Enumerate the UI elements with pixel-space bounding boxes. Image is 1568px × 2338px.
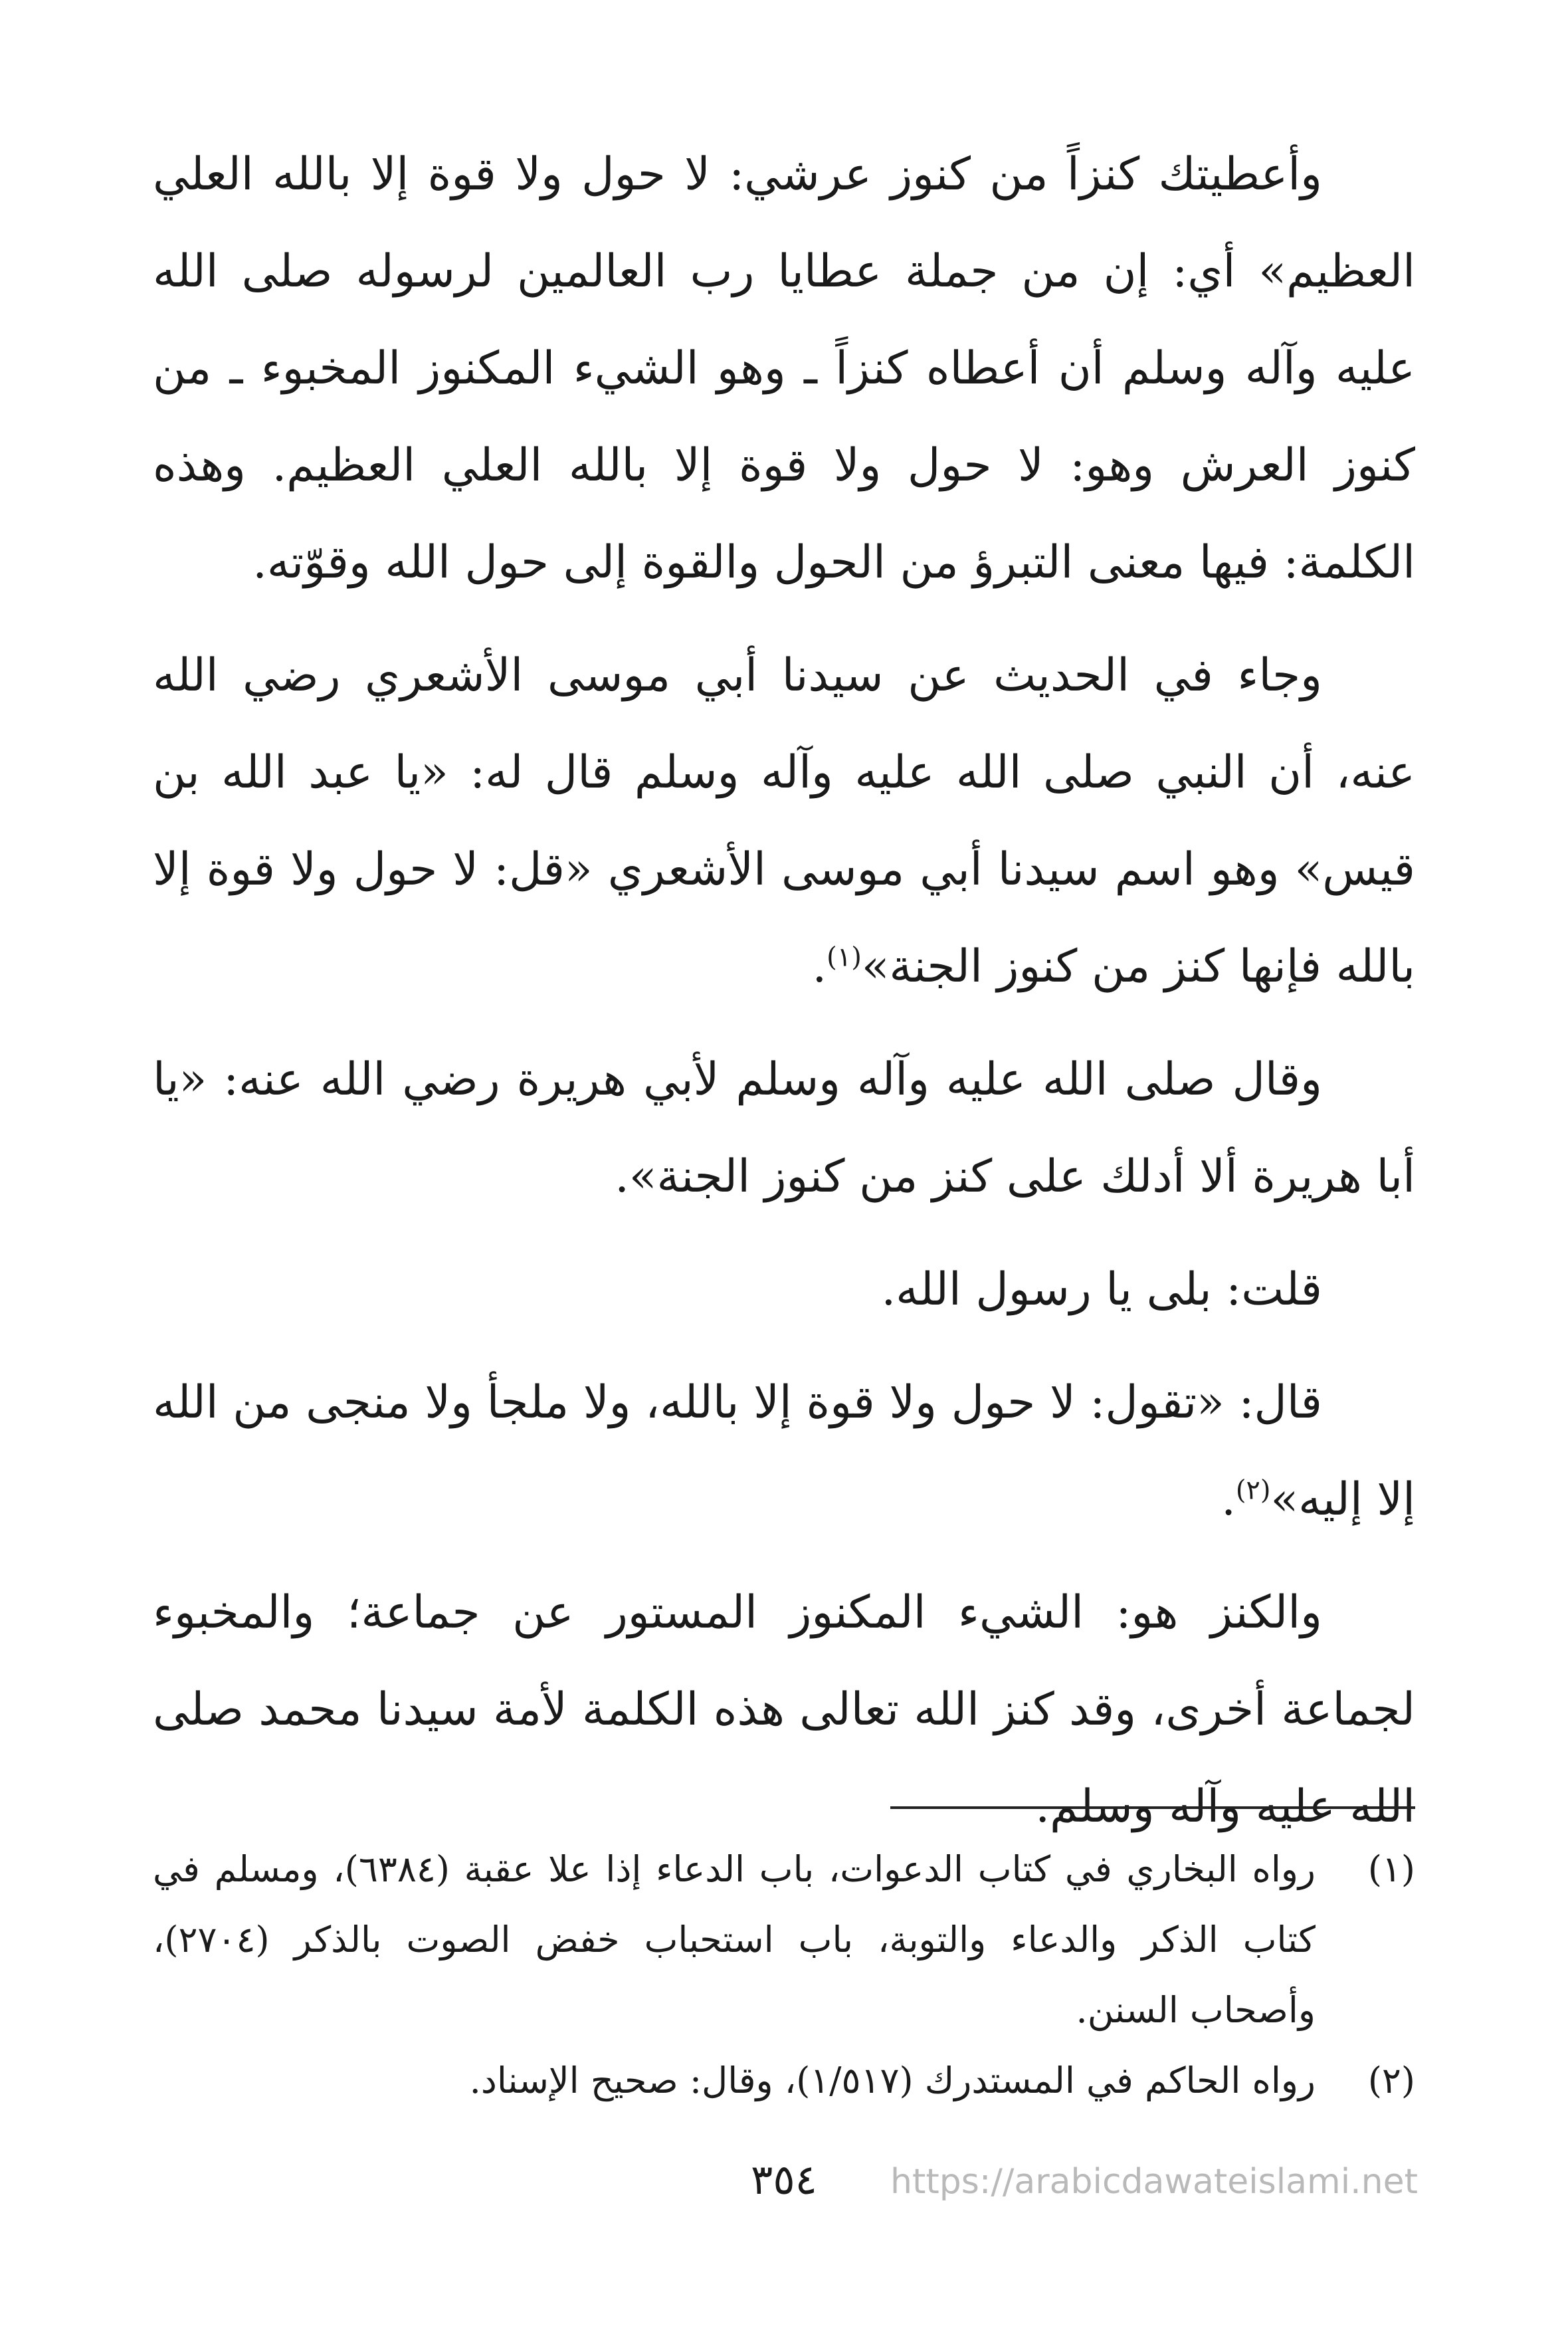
watermark-url: https://arabicdawateislami.net xyxy=(890,2162,1419,2202)
page-number: ٣٥٤ xyxy=(751,2155,817,2204)
paragraph-3: وقال صلى الله عليه وآله وسلم لأبي هريرة رضي الله عنه: «يا أبا هريرة ألا أدلك على كنز من كنوز الجنة». xyxy=(153,1053,1415,1203)
footnote-separator xyxy=(890,1806,1415,1809)
paragraph-1: وأعطيتك كنزاً من كنوز عرشي: لا حول ولا قوة إلا بالله العلي العظيم» أي: إن من جملة عطايا رب العالمين لرسوله صلى الله عليه وآله وسلم أن أعطاه كنزاً ـ وهو الشيء المكنوز المخبوء ـ من كنوز العرش وهو: لا حول ولا قوة إلا بالله العلي العظيم. وهذه الكلمة: فيها معنى التبرؤ من الحول والقوة إلى حول الله وقوّته. xyxy=(153,148,1416,589)
paragraph-5: قال: «تقول: لا حول ولا قوة إلا بالله، ولا ملجأ ولا منجى من الله إلا إليه»$^{(٢)}$. xyxy=(153,1376,1415,1526)
footnote-number: (١) xyxy=(1367,1848,1415,1890)
paragraph-2: وجاء في الحديث عن سيدنا أبي موسى الأشعري رضي الله عنه، أن النبي صلى الله عليه وآله وسلم قال له: «يا عبد الله بن قيس» وهو اسم سيدنا أبي موسى الأشعري «قل: لا حول ولا قوة إلا بالله فإنها كنز من كنوز الجنة»$^{(١)}$. xyxy=(153,649,1415,993)
footnote-number: (٢) xyxy=(1367,2060,1415,2101)
paragraph-4: قلت: بلى يا رسول الله. xyxy=(881,1263,1322,1316)
footnote-ref-1[interactable]: (١) xyxy=(827,942,862,973)
footnote-text: رواه الحاكم في المستدرك (١/٥١٧)، وقال: صحيح الإسناد. xyxy=(469,2060,1316,2101)
paragraph-6: والكنز هو: الشيء المكنوز المستور عن جماعة؛ والمخبوء لجماعة أخرى، وقد كنز الله تعالى هذه الكلمة لأمة سيدنا محمد صلى الله عليه وآله وسلم. xyxy=(153,1586,1415,1833)
footnotes xyxy=(153,1834,1415,2116)
footnote-2 xyxy=(153,2046,1415,2116)
main-text xyxy=(153,126,1415,1862)
footnote-ref-2[interactable]: (٢) xyxy=(1235,1475,1271,1506)
footnote-text: رواه البخاري في كتاب الدعوات، باب الدعاء إذا علا عقبة (٦٣٨٤)، ومسلم في كتاب الذكر والدعاء والتوبة، باب استحباب خفض الصوت بالذكر (٢٧٠٤)، وأصحاب السنن. xyxy=(153,1848,1316,2031)
footnote-1 xyxy=(153,1834,1415,2046)
